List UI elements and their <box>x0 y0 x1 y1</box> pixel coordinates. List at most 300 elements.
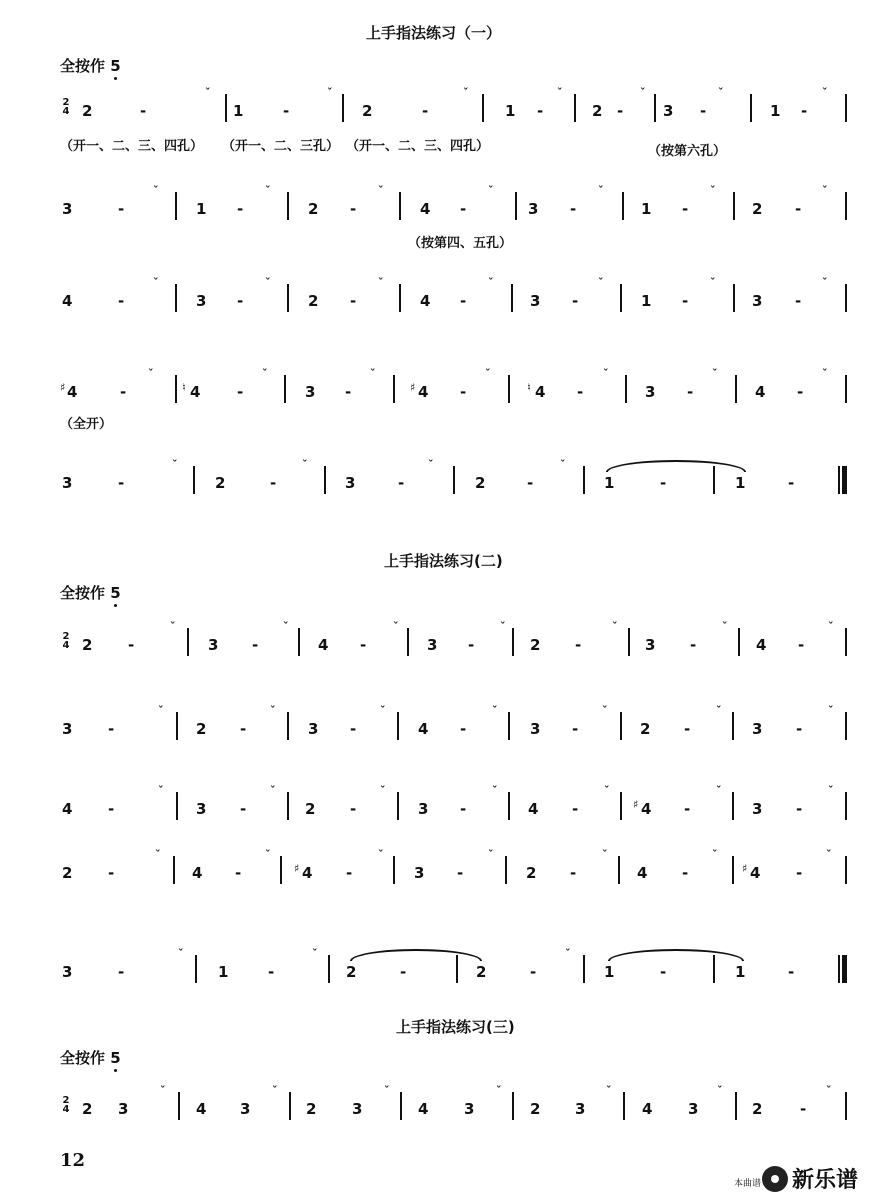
barline <box>287 284 289 312</box>
sharp-sign: ♯ <box>294 862 300 875</box>
breath-mark: ˇ <box>485 367 491 380</box>
breath-mark: ˇ <box>565 947 571 960</box>
breath-mark: ˇ <box>496 1084 502 1097</box>
breath-mark: ˇ <box>826 848 832 861</box>
barline <box>735 375 737 403</box>
note: 1 <box>641 292 652 310</box>
dash: - <box>684 800 691 818</box>
dash: - <box>237 292 244 310</box>
breath-mark: ˇ <box>500 620 506 633</box>
dash: - <box>797 383 804 401</box>
note: 3 <box>464 1100 475 1118</box>
dash: - <box>801 102 808 120</box>
dash: - <box>350 292 357 310</box>
dash: - <box>684 720 691 738</box>
barline <box>287 192 289 220</box>
note: 4 <box>418 720 429 738</box>
s1-line-1 <box>0 86 888 134</box>
barline <box>512 1092 514 1120</box>
note: 4 <box>528 800 539 818</box>
barline <box>175 192 177 220</box>
s2-line-3 <box>0 784 888 832</box>
note: 4 <box>302 864 313 882</box>
breath-mark: ˇ <box>712 367 718 380</box>
dash: - <box>788 474 795 492</box>
barline <box>193 466 195 494</box>
breath-mark: ˇ <box>272 1084 278 1097</box>
note: 2 <box>82 636 93 654</box>
note: 3 <box>208 636 219 654</box>
note: 3 <box>427 636 438 654</box>
dash: - <box>235 864 242 882</box>
s2-line-4 <box>0 848 888 896</box>
dash: - <box>570 864 577 882</box>
breath-mark: ˇ <box>712 848 718 861</box>
breath-mark: ˇ <box>822 276 828 289</box>
breath-mark: ˇ <box>283 620 289 633</box>
barline <box>845 792 847 820</box>
fingering-note: （按第四、五孔） <box>408 236 513 251</box>
breath-mark: ˇ <box>428 458 434 471</box>
barline <box>583 955 585 983</box>
s2-line-1 <box>0 620 888 668</box>
dash: - <box>460 200 467 218</box>
barline <box>328 955 330 983</box>
dash: - <box>240 800 247 818</box>
note: 2 <box>62 864 73 882</box>
s2-line-2 <box>0 704 888 752</box>
breath-mark: ˇ <box>606 1084 612 1097</box>
dash: - <box>527 474 534 492</box>
breath-mark: ˇ <box>270 704 276 717</box>
breath-mark: ˇ <box>393 620 399 633</box>
note: 2 <box>82 102 93 120</box>
barline <box>511 284 513 312</box>
barline <box>713 466 715 494</box>
dash: - <box>108 864 115 882</box>
breath-mark: ˇ <box>265 184 271 197</box>
barline <box>845 712 847 740</box>
note: 1 <box>233 102 244 120</box>
barline <box>284 375 286 403</box>
dash: - <box>240 720 247 738</box>
dash: - <box>537 102 544 120</box>
breath-mark: ˇ <box>463 86 469 99</box>
barline <box>508 375 510 403</box>
breath-mark: ˇ <box>160 1084 166 1097</box>
note: 3 <box>663 102 674 120</box>
breath-mark: ˇ <box>205 86 211 99</box>
dash: - <box>798 636 805 654</box>
section-2-key <box>60 582 121 603</box>
breath-mark: ˇ <box>178 947 184 960</box>
note: 4 <box>756 636 767 654</box>
barline <box>738 628 740 656</box>
section-3-key <box>60 1047 121 1068</box>
barline <box>733 284 735 312</box>
dash: - <box>350 800 357 818</box>
barline <box>176 792 178 820</box>
note: 2 <box>362 102 373 120</box>
breath-mark: ˇ <box>378 184 384 197</box>
breath-mark: ˇ <box>717 1084 723 1097</box>
barline <box>732 856 734 884</box>
breath-mark: ˇ <box>302 458 308 471</box>
dash: - <box>682 864 689 882</box>
breath-mark: ˇ <box>380 704 386 717</box>
dash: - <box>252 636 259 654</box>
barline <box>289 1092 291 1120</box>
barline <box>515 192 517 220</box>
dash: - <box>468 636 475 654</box>
note: 1 <box>735 474 746 492</box>
dash: - <box>118 200 125 218</box>
dash: - <box>530 963 537 981</box>
barline <box>399 192 401 220</box>
breath-mark: ˇ <box>822 367 828 380</box>
barline <box>178 1092 180 1120</box>
breath-mark: ˇ <box>826 1084 832 1097</box>
barline <box>173 856 175 884</box>
barline <box>508 712 510 740</box>
dash: - <box>460 383 467 401</box>
dash: - <box>283 102 290 120</box>
dash: - <box>617 102 624 120</box>
natural-sign: ♮ <box>527 381 531 394</box>
note: 4 <box>192 864 203 882</box>
dash: - <box>687 383 694 401</box>
barline <box>713 955 715 983</box>
note: 3 <box>196 800 207 818</box>
dash: - <box>572 292 579 310</box>
breath-mark: ˇ <box>370 367 376 380</box>
dash: - <box>270 474 277 492</box>
key-note: 5 <box>110 57 121 75</box>
section-3-title: 上手指法练习(三) <box>396 1018 515 1036</box>
barline <box>845 1092 847 1120</box>
dash: - <box>350 720 357 738</box>
note: 3 <box>528 200 539 218</box>
breath-mark: ˇ <box>488 276 494 289</box>
breath-mark: ˇ <box>153 184 159 197</box>
dash: - <box>572 800 579 818</box>
barline <box>397 712 399 740</box>
barline <box>456 955 458 983</box>
breath-mark: ˇ <box>603 367 609 380</box>
note: 3 <box>645 383 656 401</box>
note: 2 <box>215 474 226 492</box>
breath-mark: ˇ <box>722 620 728 633</box>
note: 4 <box>190 383 201 401</box>
barline <box>512 628 514 656</box>
time-signature: 2 4 <box>62 631 70 651</box>
fingering-note: （全开） <box>60 417 113 432</box>
barline <box>393 856 395 884</box>
barline <box>400 1092 402 1120</box>
barline <box>583 466 585 494</box>
breath-mark: ˇ <box>488 848 494 861</box>
site-logo <box>762 1163 858 1194</box>
dash: - <box>422 102 429 120</box>
dash: - <box>572 720 579 738</box>
dash: - <box>457 864 464 882</box>
note: 2 <box>530 1100 541 1118</box>
note: 4 <box>420 292 431 310</box>
barline <box>620 792 622 820</box>
fingering-note: （开一、二、三、四孔） <box>346 139 490 154</box>
note: 1 <box>218 963 229 981</box>
breath-mark: ˇ <box>492 784 498 797</box>
note: 3 <box>645 636 656 654</box>
breath-mark: ˇ <box>158 784 164 797</box>
barline <box>505 856 507 884</box>
barline <box>622 192 624 220</box>
breath-mark: ˇ <box>158 704 164 717</box>
key-prefix: 全按作 <box>60 57 106 75</box>
breath-mark: ˇ <box>822 86 828 99</box>
note: 2 <box>82 1100 93 1118</box>
note: 1 <box>505 102 516 120</box>
note: 4 <box>62 292 73 310</box>
barline <box>453 466 455 494</box>
barline <box>508 792 510 820</box>
dash: - <box>118 963 125 981</box>
time-signature: 2 4 <box>62 97 70 117</box>
dash: - <box>660 474 667 492</box>
barline <box>195 955 197 983</box>
barline <box>628 628 630 656</box>
s1-line-2 <box>0 184 888 232</box>
breath-mark: ˇ <box>557 86 563 99</box>
note: 3 <box>196 292 207 310</box>
breath-mark: ˇ <box>718 86 724 99</box>
barline <box>732 792 734 820</box>
dash: - <box>690 636 697 654</box>
note: 2 <box>752 200 763 218</box>
section-1-key <box>60 55 121 76</box>
natural-sign: ♮ <box>182 381 186 394</box>
breath-mark: ˇ <box>598 184 604 197</box>
note: 2 <box>526 864 537 882</box>
barline <box>287 712 289 740</box>
dash: - <box>360 636 367 654</box>
note: 3 <box>530 720 541 738</box>
note: 4 <box>642 1100 653 1118</box>
barline <box>298 628 300 656</box>
dash: - <box>237 383 244 401</box>
barline <box>175 375 177 403</box>
note: 3 <box>62 720 73 738</box>
note: 4 <box>418 383 429 401</box>
barline <box>732 712 734 740</box>
breath-mark: ˇ <box>598 276 604 289</box>
barline <box>324 466 326 494</box>
barline <box>280 856 282 884</box>
dash: - <box>700 102 707 120</box>
dash: - <box>575 636 582 654</box>
breath-mark: ˇ <box>170 620 176 633</box>
dash: - <box>788 963 795 981</box>
note: 1 <box>196 200 207 218</box>
breath-mark: ˇ <box>710 276 716 289</box>
footer-text: 本曲谱 <box>734 1179 762 1189</box>
note: 2 <box>475 474 486 492</box>
note: 3 <box>62 963 73 981</box>
logo-text: 新乐谱 <box>792 1168 859 1193</box>
dash: - <box>237 200 244 218</box>
barline <box>574 94 576 122</box>
dash: - <box>796 864 803 882</box>
note: 4 <box>420 200 431 218</box>
note: 4 <box>418 1100 429 1118</box>
tie-slur <box>350 949 482 961</box>
breath-mark: ˇ <box>710 184 716 197</box>
note: 2 <box>306 1100 317 1118</box>
breath-mark: ˇ <box>378 848 384 861</box>
breath-mark: ˇ <box>602 848 608 861</box>
dash: - <box>345 383 352 401</box>
note: 4 <box>535 383 546 401</box>
dash: - <box>660 963 667 981</box>
barline <box>845 284 847 312</box>
note: 4 <box>750 864 761 882</box>
fingering-note: （按第六孔） <box>648 144 727 159</box>
barline <box>845 856 847 884</box>
note: 3 <box>305 383 316 401</box>
note: 3 <box>352 1100 363 1118</box>
note: 3 <box>575 1100 586 1118</box>
note: 1 <box>735 963 746 981</box>
note: 2 <box>346 963 357 981</box>
barline <box>654 94 656 122</box>
breath-mark: ˇ <box>148 367 154 380</box>
note: 1 <box>604 474 615 492</box>
note: 3 <box>414 864 425 882</box>
dash: - <box>118 292 125 310</box>
note: 2 <box>530 636 541 654</box>
barline <box>845 94 847 122</box>
note: 2 <box>476 963 487 981</box>
breath-mark: ˇ <box>716 784 722 797</box>
note: 4 <box>755 383 766 401</box>
tie-slur <box>608 949 744 961</box>
dash: - <box>118 474 125 492</box>
breath-mark: ˇ <box>153 276 159 289</box>
note: 1 <box>641 200 652 218</box>
barline <box>397 792 399 820</box>
key-note: 5 <box>110 1049 121 1067</box>
dash: - <box>460 720 467 738</box>
barline <box>399 284 401 312</box>
barline <box>342 94 344 122</box>
fingering-note: （开一、二、三孔） <box>222 139 340 154</box>
dash: - <box>795 200 802 218</box>
barline <box>620 284 622 312</box>
breath-mark: ˇ <box>828 784 834 797</box>
breath-mark: ˇ <box>640 86 646 99</box>
barline <box>735 1092 737 1120</box>
dash: - <box>398 474 405 492</box>
breath-mark: ˇ <box>265 848 271 861</box>
note: 3 <box>62 474 73 492</box>
note: 4 <box>67 383 78 401</box>
note: 4 <box>637 864 648 882</box>
note: 3 <box>752 292 763 310</box>
key-prefix: 全按作 <box>60 1049 106 1067</box>
section-2-title: 上手指法练习(二) <box>384 552 503 570</box>
barline <box>733 192 735 220</box>
barline <box>225 94 227 122</box>
breath-mark: ˇ <box>155 848 161 861</box>
note: 3 <box>752 800 763 818</box>
barline <box>287 792 289 820</box>
dash: - <box>682 292 689 310</box>
breath-mark: ˇ <box>560 458 566 471</box>
breath-mark: ˇ <box>172 458 178 471</box>
breath-mark: ˇ <box>312 947 318 960</box>
barline <box>750 94 752 122</box>
sharp-sign: ♯ <box>742 862 748 875</box>
section-1-title: 上手指法练习（一） <box>366 24 502 42</box>
key-prefix: 全按作 <box>60 584 106 602</box>
note: 4 <box>641 800 652 818</box>
breath-mark: ˇ <box>604 784 610 797</box>
breath-mark: ˇ <box>380 784 386 797</box>
barline <box>175 284 177 312</box>
dash: - <box>400 963 407 981</box>
s1-line-5 <box>0 458 888 506</box>
dash: - <box>570 200 577 218</box>
record-disc-icon <box>762 1166 788 1192</box>
dash: - <box>108 720 115 738</box>
note: 2 <box>640 720 651 738</box>
breath-mark: ˇ <box>612 620 618 633</box>
breath-mark: ˇ <box>262 367 268 380</box>
breath-mark: ˇ <box>270 784 276 797</box>
dash: - <box>577 383 584 401</box>
breath-mark: ˇ <box>602 704 608 717</box>
dash: - <box>800 1100 807 1118</box>
s2-line-5 <box>0 947 888 995</box>
note: 4 <box>196 1100 207 1118</box>
barline <box>845 628 847 656</box>
dash: - <box>268 963 275 981</box>
dash: - <box>128 636 135 654</box>
barline <box>482 94 484 122</box>
s1-line-3 <box>0 276 888 324</box>
dash: - <box>795 292 802 310</box>
breath-mark: ˇ <box>327 86 333 99</box>
note: 3 <box>688 1100 699 1118</box>
barline <box>393 375 395 403</box>
dash: - <box>796 720 803 738</box>
barline <box>623 1092 625 1120</box>
sharp-sign: ♯ <box>633 798 639 811</box>
barline <box>176 712 178 740</box>
note: 2 <box>308 292 319 310</box>
breath-mark: ˇ <box>488 184 494 197</box>
note: 4 <box>318 636 329 654</box>
barline <box>620 712 622 740</box>
dash: - <box>108 800 115 818</box>
breath-mark: ˇ <box>828 704 834 717</box>
note: 3 <box>118 1100 129 1118</box>
breath-mark: ˇ <box>828 620 834 633</box>
dash: - <box>796 800 803 818</box>
barline <box>845 375 847 403</box>
fingering-note: （开一、二、三、四孔） <box>60 139 204 154</box>
dash: - <box>460 292 467 310</box>
